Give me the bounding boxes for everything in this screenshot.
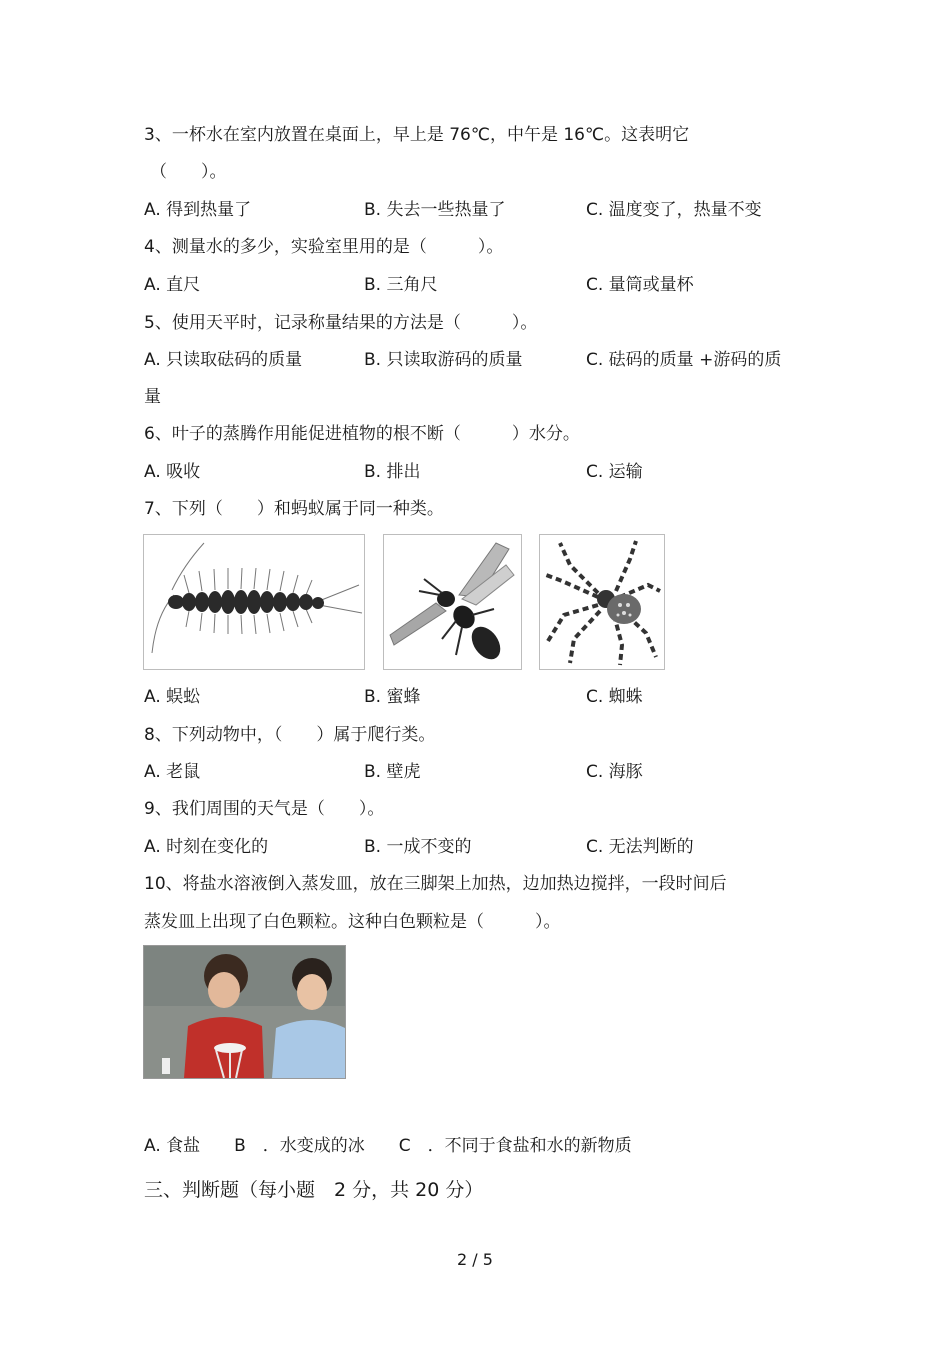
q3-stem-line2: （ ）。	[150, 162, 227, 182]
q5-option-b: B. 只读取游码的质量	[364, 350, 523, 370]
centipede-icon	[144, 535, 364, 669]
q8-option-a: A. 老鼠	[144, 762, 201, 782]
bee-icon	[384, 535, 521, 669]
experiment-photo	[143, 945, 346, 1079]
q7-option-c: C. 蜘蛛	[586, 687, 643, 707]
q3-stem-line1: 3、一杯水在室内放置在桌面上，早上是 76℃，中午是 16℃。这表明它	[144, 125, 690, 145]
spider-icon	[540, 535, 664, 669]
q3-option-c: C. 温度变了，热量不变	[586, 200, 762, 220]
q5-option-c: C. 砝码的质量 +游码的质	[586, 350, 782, 370]
q6-option-a: A. 吸收	[144, 462, 201, 482]
q10-options: A. 食盐 B ．水变成的冰 C ．不同于食盐和水的新物质	[144, 1136, 632, 1156]
q5-option-c-continued: 量	[144, 387, 161, 407]
spider-image	[539, 534, 665, 670]
q8-stem: 8、下列动物中，（ ）属于爬行类。	[144, 725, 436, 745]
q4-option-a: A. 直尺	[144, 275, 201, 295]
q7-option-b: B. 蜜蜂	[364, 687, 421, 707]
q6-option-b: B. 排出	[364, 462, 421, 482]
q9-option-b: B. 一成不变的	[364, 837, 472, 857]
page-number: 2 / 5	[457, 1250, 493, 1269]
section-3-heading: 三、判断题（每小题 2 分，共 20 分）	[144, 1179, 484, 1201]
q3-option-b: B. 失去一些热量了	[364, 200, 506, 220]
q9-option-a: A. 时刻在变化的	[144, 837, 269, 857]
q4-stem: 4、测量水的多少，实验室里用的是（ ）。	[144, 237, 504, 257]
q5-option-a: A. 只读取砝码的质量	[144, 350, 303, 370]
centipede-image	[143, 534, 365, 670]
q8-option-c: C. 海豚	[586, 762, 643, 782]
q4-option-c: C. 量筒或量杯	[586, 275, 694, 295]
q7-stem: 7、下列（ ）和蚂蚁属于同一种类。	[144, 499, 444, 519]
q6-option-c: C. 运输	[586, 462, 643, 482]
q5-stem: 5、使用天平时，记录称量结果的方法是（ ）。	[144, 313, 538, 333]
q6-stem: 6、叶子的蒸腾作用能促进植物的根不断（ ）水分。	[144, 424, 580, 444]
q4-option-b: B. 三角尺	[364, 275, 438, 295]
students-experiment-icon	[144, 946, 345, 1078]
q3-option-a: A. 得到热量了	[144, 200, 252, 220]
q8-option-b: B. 壁虎	[364, 762, 421, 782]
q7-option-a: A. 蜈蚣	[144, 687, 201, 707]
q9-stem: 9、我们周围的天气是（ ）。	[144, 799, 385, 819]
q9-option-c: C. 无法判断的	[586, 837, 694, 857]
q10-stem-line2: 蒸发皿上出现了白色颗粒。这种白色颗粒是（ ）。	[144, 912, 561, 932]
bee-image	[383, 534, 522, 670]
q10-stem-line1: 10、将盐水溶液倒入蒸发皿，放在三脚架上加热，边加热边搅拌，一段时间后	[144, 874, 727, 894]
